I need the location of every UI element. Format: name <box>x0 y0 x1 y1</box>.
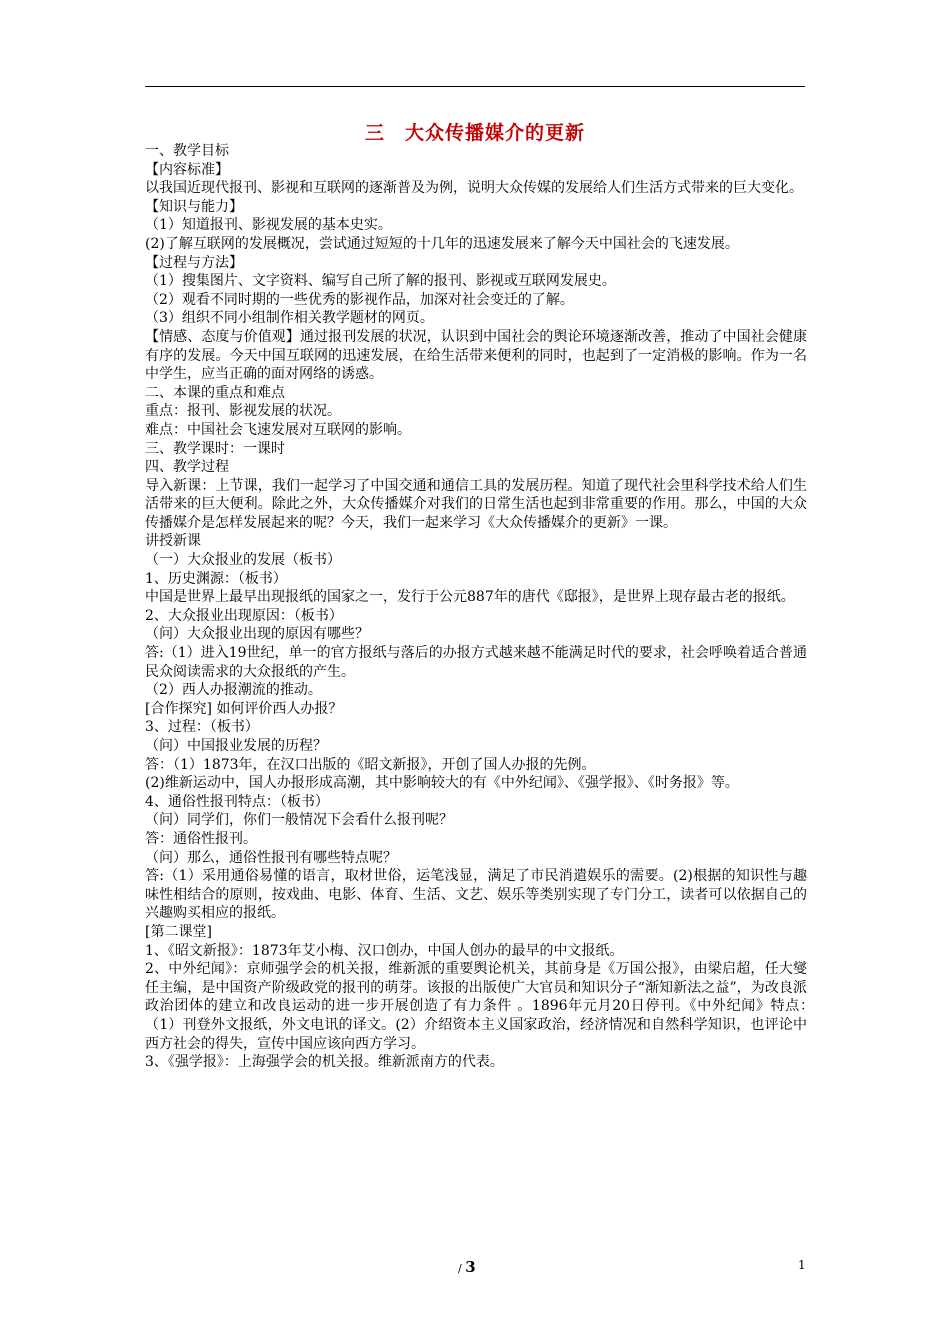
paragraph: [第二课堂] <box>145 923 212 940</box>
paragraph: 难点：中国社会飞速发展对互联网的影响。 <box>145 421 411 438</box>
paragraph: 【知识与能力】 <box>145 198 243 215</box>
header-rule <box>145 86 805 87</box>
paragraph: (2)了解互联网的发展概况，尝试通过短短的十几年的迅速发展来了解今天中国社会的飞速发展。 <box>145 235 739 252</box>
paragraph: [合作探究] 如何评价西人办报？ <box>145 700 343 717</box>
paragraph: （2）西人办报潮流的推动。 <box>145 682 322 699</box>
paragraph: （3）组织不同小组制作相关教学题材的网页。 <box>145 310 434 327</box>
paragraph: 1、《昭文新报》：1873年艾小梅、汉口创办，中国人创办的最早的中文报纸。 <box>145 942 624 959</box>
paragraph: （2）观看不同时期的一些优秀的影视作品，加深对社会变迁的了解。 <box>145 291 574 308</box>
paragraph: 重点：报刊、影视发展的状况。 <box>145 403 341 420</box>
page-title: 三 大众传播媒介的更新 <box>364 122 585 144</box>
paragraph: （问）大众报业出现的原因有哪些？ <box>145 626 369 643</box>
paragraph: 答：（1）1873年，在汉口出版的《昭文新报》，开创了国人办报的先例。 <box>145 756 596 773</box>
paragraph: 2、中外纪闻》：京师强学会的机关报，维新派的重要舆论机关，其前身是《万国公报》，由梁启超，任大燮任主编，是中国资产阶级政党的报刊的萌芽。该报的出版使广大官员和知识分子“渐知新法之益”，为改良派政治团体的建立和改良运动的进一步开展创造了有力条件 。1896年元月20日停刊。《中外纪闻》特点： （1）刊登外文报纸，外文电讯的译文。(2）介绍资本主义国家政治，经济情况和自然科学知识，也评论中西方社会的得失，宣传中国应该向西方学习。 <box>145 961 821 1052</box>
paragraph: 4、通俗性报刊特点：（板书） <box>145 793 329 810</box>
paragraph: （1）知道报刊、影视发展的基本史实。 <box>145 217 392 234</box>
paragraph: 答:（1）采用通俗易懂的语言，取材世俗，运笔浅显，满足了市民消遣娱乐的需要。(2)根据的知识性与趣味性相结合的原则，按戏曲、电影、体育、生活、文艺、娱乐等类别实现了专门分工，读者可以依据自己的兴趣购买相应的报纸。 <box>145 868 807 922</box>
paragraph: 三、教学课时：一课时 <box>145 440 285 457</box>
paragraph: 2、大众报业出现原因：（板书） <box>145 607 343 624</box>
paragraph: 答:（1）进入19世纪，单一的官方报纸与落后的办报方式越来越不能满足时代的要求，社会呼唤着适合普通民众阅读需求的大众报纸的产生。 <box>145 645 807 680</box>
paragraph: 四、教学过程 <box>145 459 229 476</box>
paragraph: 以我国近现代报刊、影视和互联网的逐渐普及为例，说明大众传媒的发展给人们生活方式带来的巨大变化。 <box>145 180 803 197</box>
total-pages: 3 <box>465 1258 476 1276</box>
page-slash: / <box>458 1262 462 1275</box>
paragraph: 1、历史渊源：（板书） <box>145 570 287 587</box>
paragraph: 【内容标准】 <box>145 161 229 178</box>
page-number: 1 <box>798 1258 806 1272</box>
paragraph: （问）那么，通俗性报刊有哪些特点呢？ <box>145 849 397 866</box>
document-body <box>145 142 821 1072</box>
paragraph: 导入新课：上节课，我们一起学习了中国交通和通信工具的发展历程。知道了现代社会里科学技术给人们生活带来的巨大便利。除此之外，大众传播媒介对我们的日常生活也起到非常重要的作用。那么，中国的大众传播媒介是怎样发展起来的呢？今天，我们一起来学习《大众传播媒介的更新》一课。 <box>145 477 807 531</box>
paragraph: 讲授新课 <box>145 533 201 550</box>
paragraph: 3、《强学报》：上海强学会的机关报。维新派南方的代表。 <box>145 1054 504 1071</box>
paragraph: （问）中国报业发展的历程？ <box>145 738 327 754</box>
paragraph: 【情感、态度与价值观】通过报刊发展的状况，认识到中国社会的舆论环境逐渐改善，推动了中国社会健康有序的发展。今天中国互联网的迅速发展，在给生活带来便利的同时，也起到了一定消极的影响。作为一名中学生，应当正确的面对网络的诱惑。 <box>145 328 807 383</box>
paragraph: 中国是世界上最早出现报纸的国家之一，发行于公元887年的唐代《邸报》，是世界上现存最古老的报纸。 <box>145 589 795 606</box>
page-total <box>458 1258 476 1276</box>
paragraph: (2)维新运动中，国人办报形成高潮，其中影响较大的有《中外纪闻》、《强学报》、《时务报》等。 <box>145 775 739 792</box>
paragraph: 答：通俗性报刊。 <box>145 830 257 847</box>
paragraph: 二、本课的重点和难点 <box>145 384 285 401</box>
paragraph: 【过程与方法】 <box>145 254 243 271</box>
paragraph: （问）同学们，你们一般情况下会看什么报刊呢？ <box>145 812 453 829</box>
paragraph: 一、教学目标 <box>145 143 229 159</box>
paragraph: 3、过程：（板书） <box>145 719 259 736</box>
paragraph: （1）搜集图片、文字资料、编写自己所了解的报刊、影视或互联网发展史。 <box>145 273 616 290</box>
paragraph: （一）大众报业的发展（板书） <box>145 552 341 569</box>
